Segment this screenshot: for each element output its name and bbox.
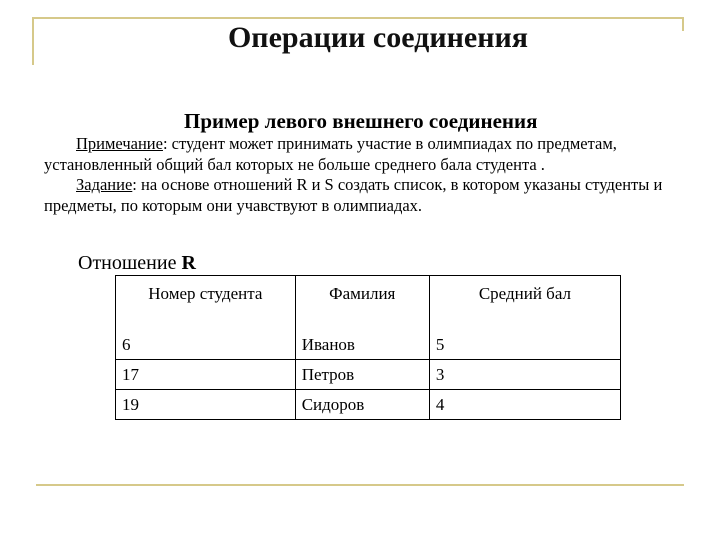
table-cell: 3	[429, 360, 620, 390]
frame-top-line	[32, 17, 684, 19]
task-label: Задание	[76, 175, 133, 194]
relation-table	[115, 275, 621, 420]
table-row	[116, 330, 621, 360]
table-cell: 6	[116, 330, 296, 360]
column-header-student-number: Номер студента	[116, 276, 296, 331]
table-cell: Иванов	[295, 330, 429, 360]
note-paragraph	[44, 134, 694, 175]
body-text	[44, 134, 694, 216]
table-cell: 17	[116, 360, 296, 390]
relation-heading	[78, 251, 196, 275]
note-label: Примечание	[76, 134, 163, 153]
slide-subtitle: Пример левого внешнего соединения	[184, 109, 538, 133]
relation-name: R	[181, 252, 196, 274]
table-cell: 4	[429, 390, 620, 420]
column-header-surname: Фамилия	[295, 276, 429, 331]
column-header-average-score: Средний бал	[429, 276, 620, 331]
note-text: : студент может принимать участие в олимпиадах по предметам, установленный общий бал которых не больше среднего бала студента .	[44, 134, 617, 174]
slide-title: Операции соединения	[227, 21, 529, 54]
task-paragraph	[44, 175, 694, 216]
table-cell: 19	[116, 390, 296, 420]
table-row	[116, 390, 621, 420]
table-cell: Петров	[295, 360, 429, 390]
table-cell: 5	[429, 330, 620, 360]
task-text: : на основе отношений R и S создать список, в котором указаны студенты и предметы, по которым они учавствуют в олимпиадах.	[44, 175, 663, 215]
table-row	[116, 360, 621, 390]
frame-bottom-line	[36, 484, 684, 486]
relation-heading-prefix: Отношение	[78, 252, 182, 274]
table-header-row	[116, 276, 621, 331]
table-cell: Сидоров	[295, 390, 429, 420]
